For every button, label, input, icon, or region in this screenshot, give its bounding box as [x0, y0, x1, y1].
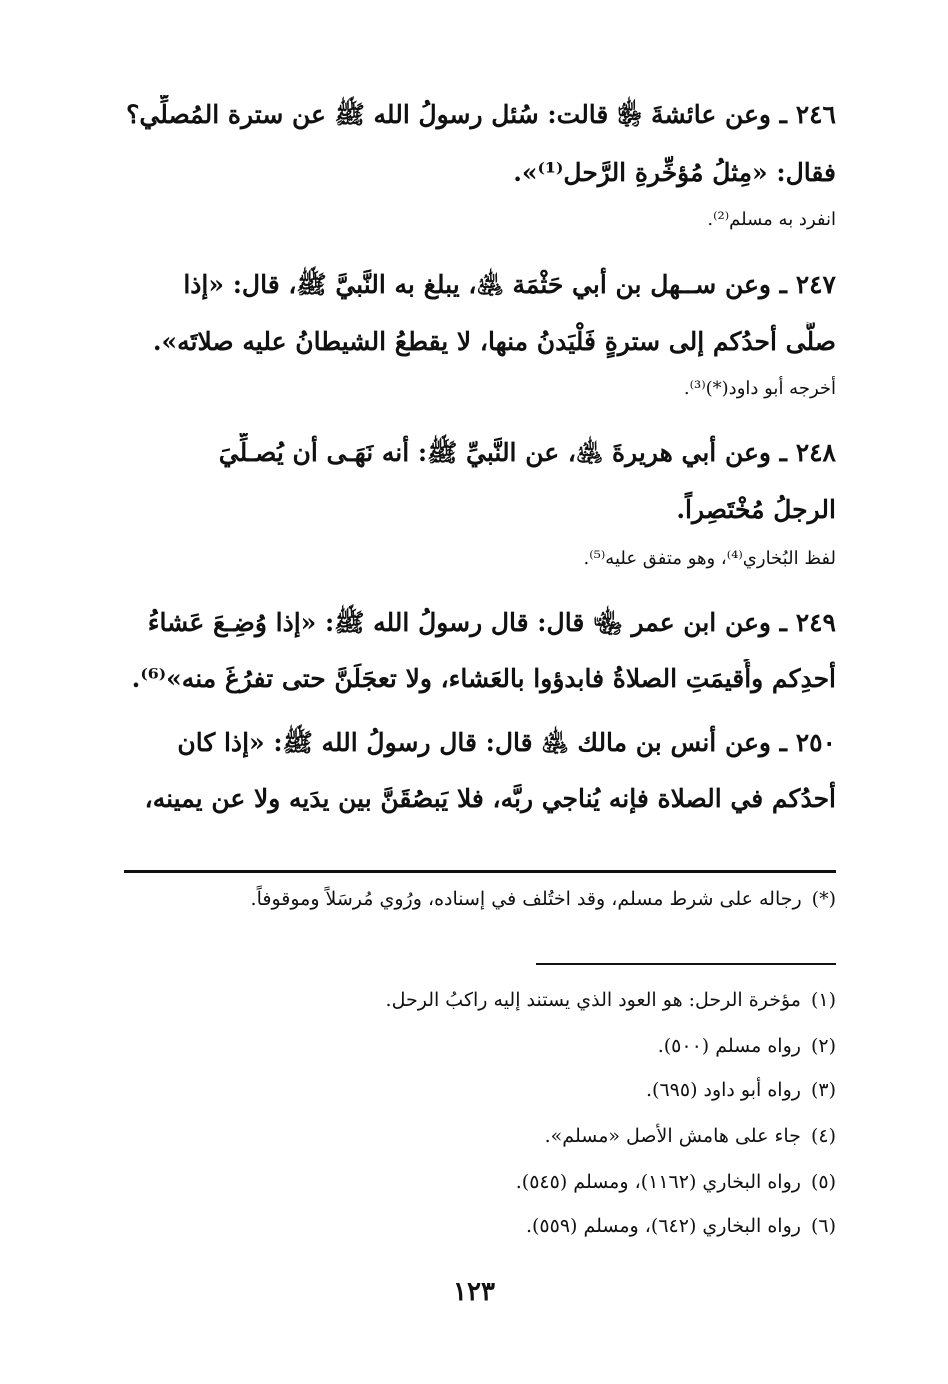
hadith-249-line-2: أحدِكم وأُقيمَتِ الصلاةُ فابدؤوا بالعَشاء، ولا تعجَلَنَّ حتى تفرُغَ منه»⁽⁶⁾. — [131, 664, 836, 693]
hadith-246-line-1: ٢٤٦ ـ وعن عائشةَ ﵂ قالت: سُئل رسولُ الله ﷺ عن سترة المُصلِّي؟ — [126, 100, 836, 129]
footnote-2 — [120, 1031, 836, 1061]
footnote-separator — [536, 963, 836, 965]
footnote-number: (٥) — [810, 1171, 836, 1193]
footnote-text: رواه البخاري (١١٦٢)، ومسلم (٥٤٥). — [515, 1171, 801, 1193]
hadith-250-line-1: ٢٥٠ ـ وعن أنس بن مالك ﵁ قال: قال رسولُ الله ﷺ: «إذا كان — [177, 728, 836, 757]
footnote-number: (٦) — [810, 1215, 836, 1237]
hadith-247-note: أخرجه أبو داود(*)⁽³⁾. — [683, 378, 836, 399]
footnote-number: (٢) — [810, 1035, 836, 1057]
footnote-4 — [120, 1121, 836, 1151]
footnote-number: (٣) — [810, 1079, 836, 1101]
hadith-246-line-2: فقال: «مِثلُ مُؤخِّرةِ الرَّحل⁽¹⁾». — [513, 158, 836, 187]
hadith-249-line-1: ٢٤٩ ـ وعن ابن عمر ﵄ قال: قال رسولُ الله ﷺ: «إذا وُضِـعَ عَشاءُ — [147, 608, 836, 637]
hadith-247-line-1: ٢٤٧ ـ وعن ســهل بن أبي حَثْمَة ﵁، يبلغ به النَّبيَّ ﷺ، قال: «إذا — [183, 270, 836, 299]
star-note-marker: (*) — [811, 888, 836, 910]
footnote-5 — [120, 1167, 836, 1197]
footnote-text: رواه أبو داود (٦٩٥). — [645, 1079, 801, 1101]
footnote-text: رواه مسلم (٥٠٠). — [657, 1035, 801, 1057]
page-number: ١٢٣ — [453, 1277, 495, 1307]
main-text-separator — [124, 870, 836, 873]
hadith-247-line-2: صلَّى أحدُكم إلى سترةٍ فَلْيَدنُ منها، لا يقطعُ الشيطانُ عليه صلاتَه». — [152, 327, 836, 356]
footnote-text: رواه البخاري (٦٤٢)، ومسلم (٥٥٩). — [525, 1215, 801, 1237]
footnote-number: (١) — [810, 989, 836, 1011]
footnote-3 — [120, 1075, 836, 1105]
footnote-text: مؤخرة الرحل: هو العود الذي يستند إليه راكبُ الرحل. — [385, 989, 801, 1011]
footnote-1 — [120, 985, 836, 1015]
hadith-248-line-2: الرجلُ مُخْتَصِراً. — [676, 495, 836, 524]
footnote-number: (٤) — [810, 1125, 836, 1147]
footnote-text: جاء على هامش الأصل «مسلم». — [544, 1125, 801, 1147]
hadith-246-note: انفرد به مسلم⁽²⁾. — [707, 209, 836, 230]
hadith-248-line-1: ٢٤٨ ـ وعن أبي هريرةَ ﵁، عن النَّبيِّ ﷺ: أنه نَهَـى أن يُصـلِّيَ — [218, 438, 836, 467]
star-note-text: رجاله على شرط مسلم، وقد اختُلف في إسناده، ورُوي مُرسَلاً وموقوفاً. — [250, 888, 802, 910]
footnote-6 — [120, 1211, 836, 1241]
star-note — [120, 884, 836, 914]
hadith-250-line-2: أحدُكم في الصلاة فإنه يُناجي ربَّه، فلا يَبصُقَنَّ بين يدَيه ولا عن يمينه، — [144, 784, 836, 813]
hadith-248-note: لفظ البُخاري⁽⁴⁾، وهو متفق عليه⁽⁵⁾. — [583, 548, 836, 569]
